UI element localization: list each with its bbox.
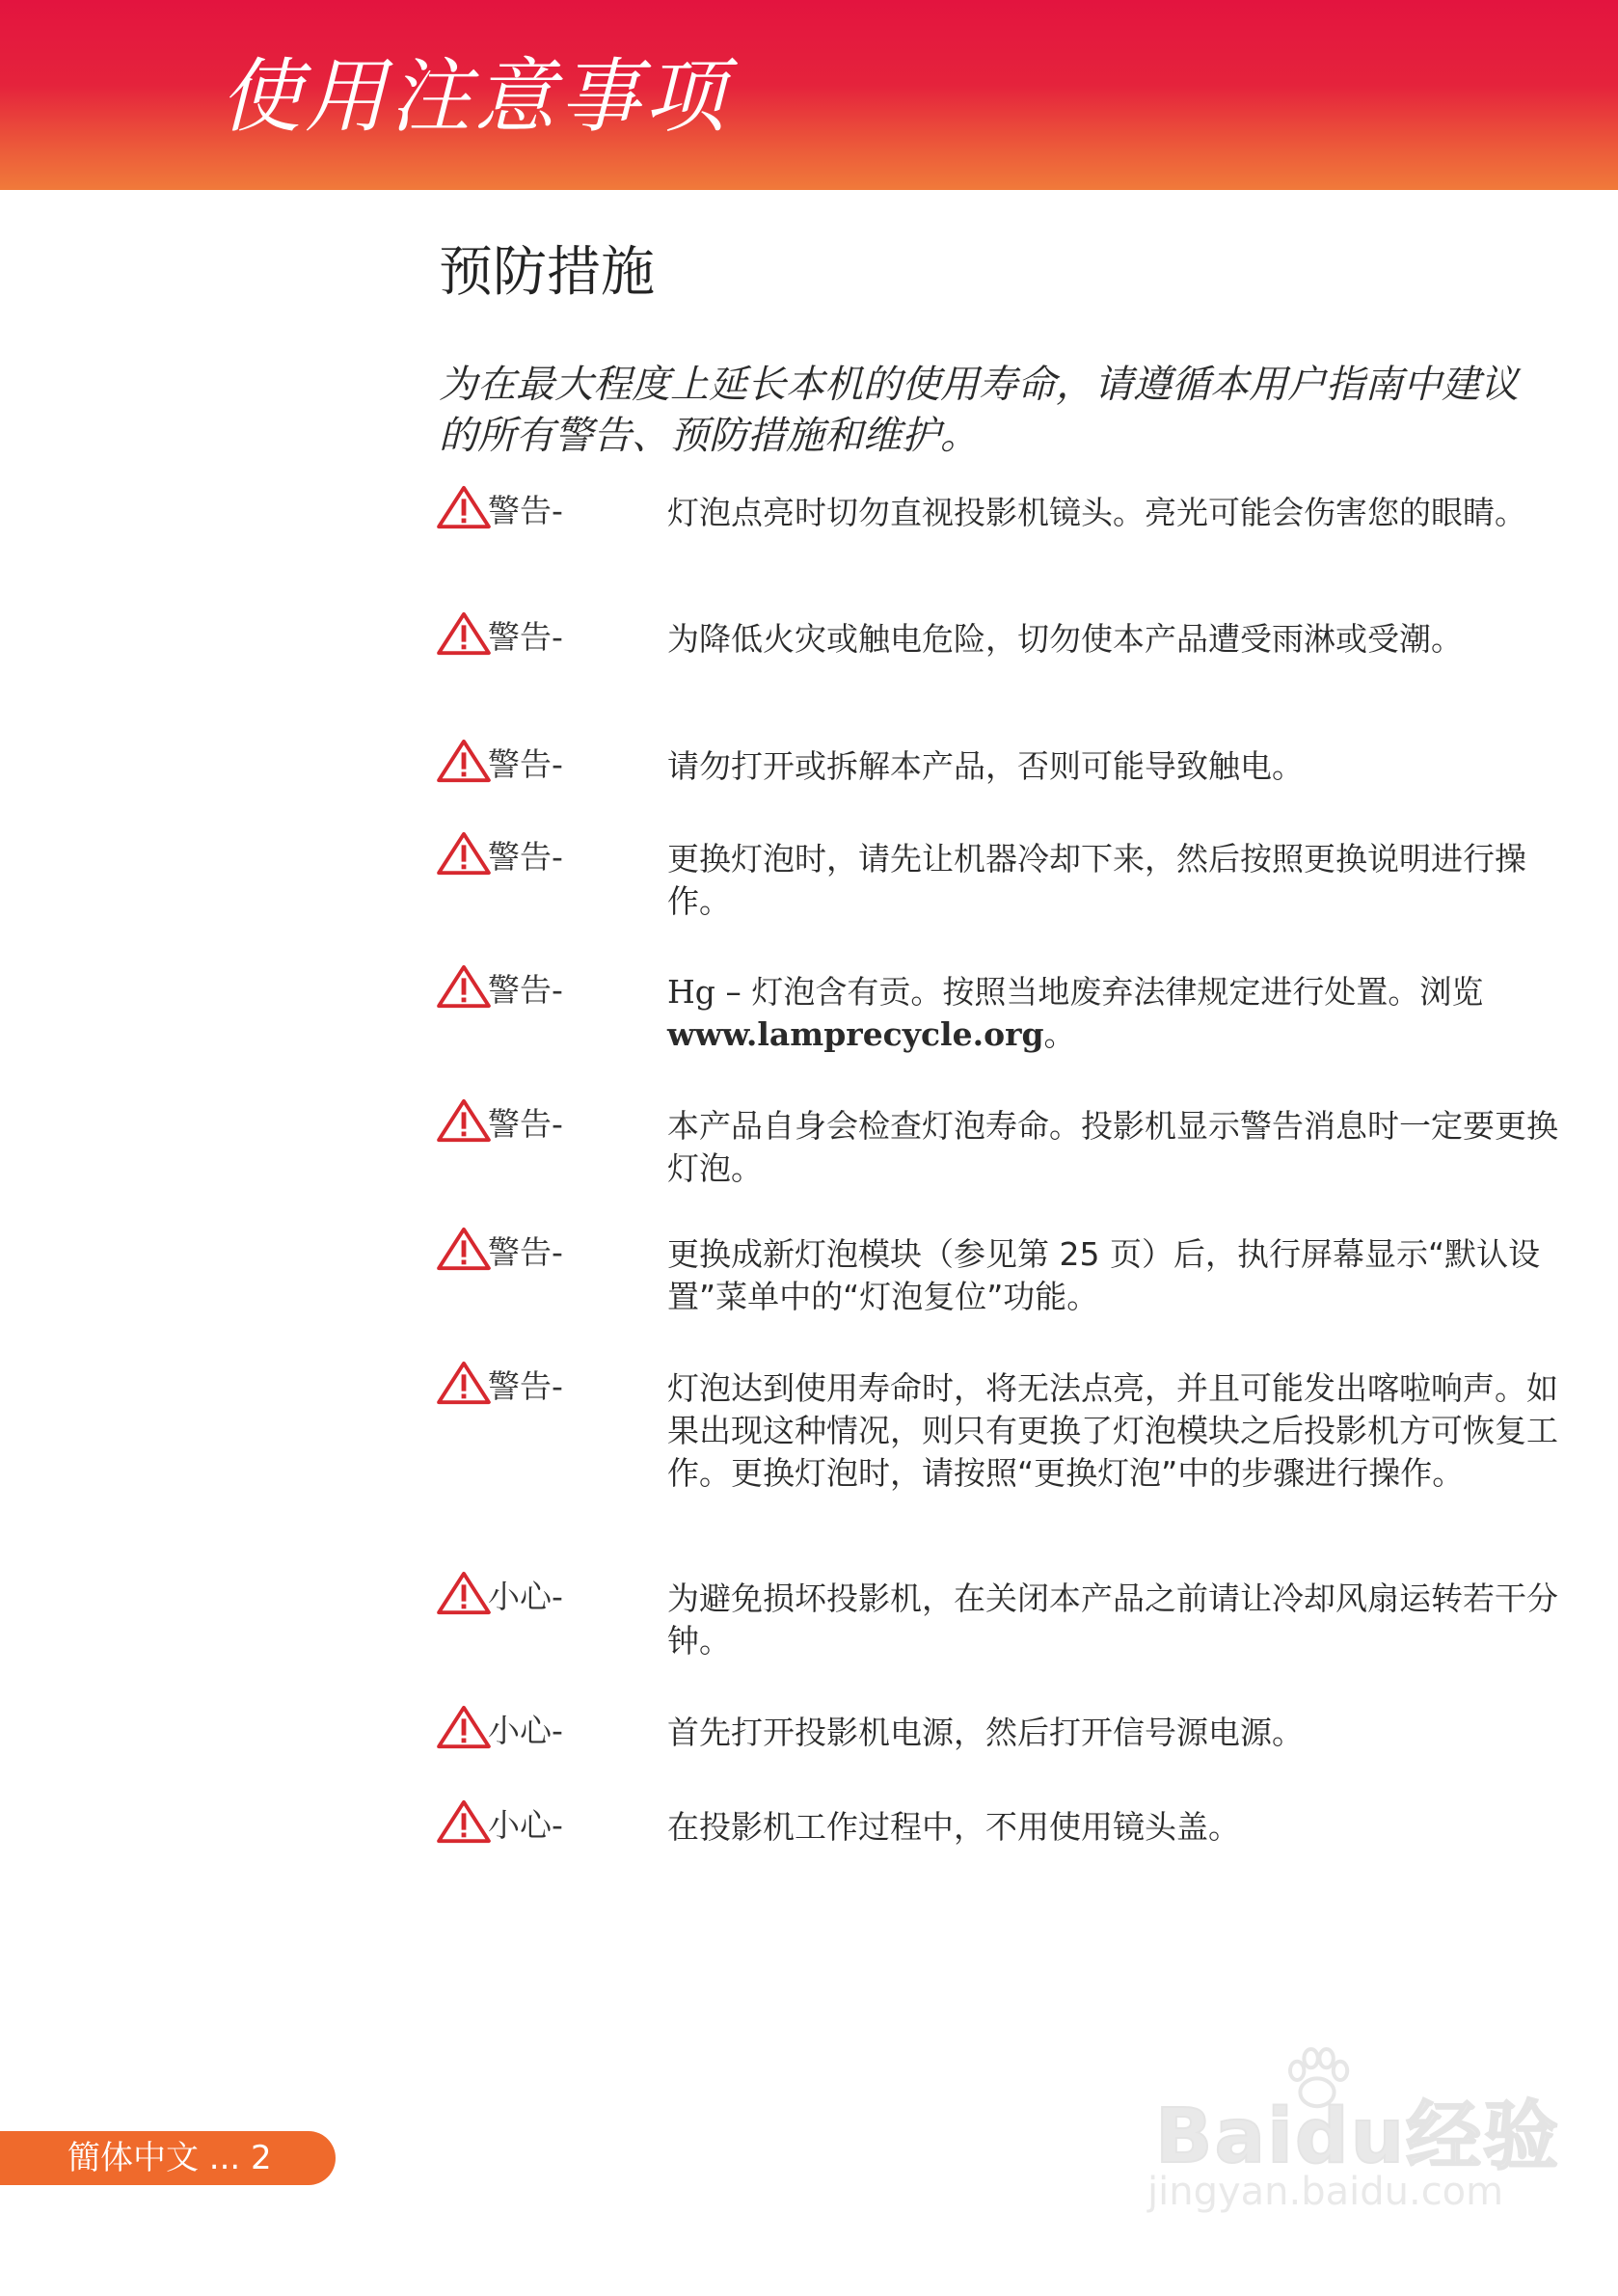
notice-text: 灯泡达到使用寿命时，将无法点亮，并且可能发出喀啦响声。如果出现这种情况，则只有更换了灯泡模块之后投影机方可恢复工作。更换灯泡时，请按照“更换灯泡”中的步骤进行操作。	[667, 1369, 1558, 1492]
watermark-url: jingyan.baidu.com	[1147, 2170, 1504, 2214]
warning-triangle-icon	[436, 1097, 492, 1144]
page-header-banner	[0, 0, 1618, 190]
notice-label: 警告-	[488, 1105, 563, 1143]
notice-text-body: – 灯泡含有贡。按照当地废弃法律规定进行处置。浏览	[715, 973, 1484, 1011]
mercury-symbol: Hg	[667, 973, 715, 1011]
notice-text: 在投影机工作过程中，不用使用镜头盖。	[667, 1808, 1240, 1846]
page-footer-tab	[0, 2131, 336, 2185]
notice-tag	[436, 1233, 563, 1272]
warning-triangle-icon	[436, 830, 492, 877]
notice-tag	[436, 1806, 563, 1845]
notice-tag	[436, 1712, 563, 1750]
notice-tag	[436, 745, 563, 784]
page-title: 使用注意事项	[220, 49, 730, 144]
notice-label: 警告-	[488, 838, 563, 876]
notice-label: 警告-	[488, 1367, 563, 1405]
notice-label: 小心-	[488, 1578, 563, 1615]
warning-triangle-icon	[436, 484, 492, 530]
notice-label: 警告-	[488, 618, 563, 656]
warning-triangle-icon	[436, 1360, 492, 1406]
notice-text: 灯泡点亮时切勿直视投影机镜头。亮光可能会伤害您的眼睛。	[667, 494, 1526, 531]
notice-tag	[436, 838, 563, 877]
notice-text-end: 。	[1043, 1015, 1076, 1053]
notice-text: 首先打开投影机电源，然后打开信号源电源。	[667, 1714, 1304, 1751]
warning-triangle-icon	[436, 610, 492, 657]
notice-label: 警告-	[488, 745, 563, 783]
watermark-logo: Baidu经验	[1155, 2093, 1561, 2180]
notice-label: 小心-	[488, 1712, 563, 1749]
notice-tag	[436, 1367, 563, 1406]
caution-triangle-icon	[436, 1704, 492, 1750]
recycle-url-link[interactable]: www.lamprecycle.org	[667, 1015, 1044, 1053]
notice-label: 小心-	[488, 1806, 563, 1844]
notice-text: 本产品自身会检查灯泡寿命。投影机显示警告消息时一定要更换灯泡。	[667, 1107, 1558, 1187]
warning-triangle-icon	[436, 1226, 492, 1272]
warning-triangle-icon	[436, 963, 492, 1010]
notice-text: 请勿打开或拆解本产品，否则可能导致触电。	[667, 747, 1304, 785]
notice-text	[667, 971, 1564, 1056]
baidu-watermark	[1146, 2049, 1561, 2223]
notice-tag	[436, 492, 563, 530]
notice-text: 为降低火灾或触电危险，切勿使本产品遭受雨淋或受潮。	[667, 620, 1463, 658]
notice-tag	[436, 1578, 563, 1616]
footer-page-label: 簡体中文 ... 2	[67, 2139, 272, 2177]
warning-triangle-icon	[436, 738, 492, 784]
notice-text: 为避免损坏投影机，在关闭本产品之前请让冷却风扇运转若干分钟。	[667, 1580, 1558, 1660]
caution-triangle-icon	[436, 1798, 492, 1845]
notice-text: 更换灯泡时，请先让机器冷却下来，然后按照更换说明进行操作。	[667, 840, 1526, 920]
notice-tag	[436, 971, 563, 1010]
intro-paragraph: 为在最大程度上延长本机的使用寿命，请遵循本用户指南中建议的所有警告、预防措施和维护。	[439, 363, 1519, 458]
notice-tag	[436, 618, 563, 657]
notice-tag	[436, 1105, 563, 1144]
notice-label: 警告-	[488, 971, 563, 1009]
notice-text: 更换成新灯泡模块（参见第 25 页）后，执行屏幕显示“默认设置”菜单中的“灯泡复位”功能。	[667, 1235, 1541, 1315]
notice-label: 警告-	[488, 1233, 563, 1271]
caution-triangle-icon	[436, 1570, 492, 1616]
notice-label: 警告-	[488, 492, 563, 529]
section-title: 预防措施	[439, 241, 655, 304]
